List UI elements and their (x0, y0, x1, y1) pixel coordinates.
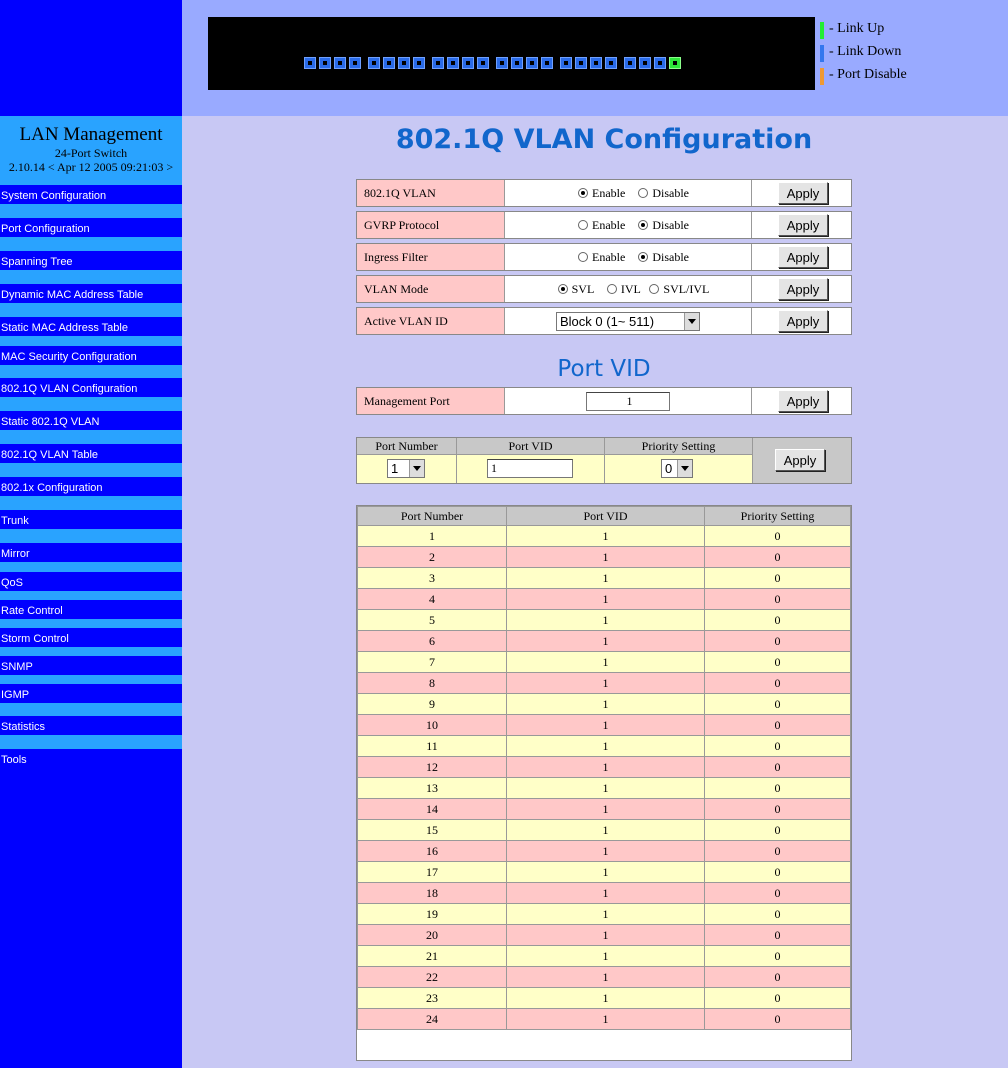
table-cell: 1 (358, 526, 507, 547)
table-row (358, 799, 851, 820)
sidebar-divider (0, 529, 182, 543)
sidebar-item-label: Statistics (1, 721, 46, 733)
table-cell: 0 (705, 652, 851, 673)
table-cell: 1 (507, 526, 705, 547)
table-row (358, 988, 851, 1009)
sidebar-item[interactable] (0, 548, 182, 562)
mode-svlivl-radio[interactable] (649, 284, 659, 294)
table-cell: 1 (507, 589, 705, 610)
table-row (358, 1009, 851, 1030)
table-cell: 20 (358, 925, 507, 946)
brand-box (0, 116, 182, 185)
table-cell: 1 (507, 631, 705, 652)
table-cell: 0 (705, 904, 851, 925)
sidebar-item-label: Static MAC Address Table (1, 322, 128, 334)
port-led-icon[interactable] (398, 57, 410, 69)
table-cell: 12 (358, 757, 507, 778)
table-cell: 0 (705, 757, 851, 778)
port-vid-input[interactable]: 1 (487, 459, 573, 478)
chevron-down-icon (677, 460, 692, 477)
brand-subtitle: 24-Port Switch (54, 146, 128, 160)
table-row (358, 946, 851, 967)
table-cell: 1 (507, 673, 705, 694)
table-cell: 0 (705, 820, 851, 841)
mode-ivl-radio[interactable] (607, 284, 617, 294)
sidebar-item[interactable] (0, 383, 182, 397)
table-row (358, 715, 851, 736)
ingress-disable-radio[interactable] (638, 252, 648, 262)
table-cell: 1 (507, 547, 705, 568)
sidebar-divider (0, 562, 182, 572)
table-cell: 1 (507, 715, 705, 736)
active-vlan-options (506, 308, 752, 334)
port-led-icon[interactable] (319, 57, 331, 69)
ingress-enable-label: Enable (592, 250, 626, 264)
table-cell: 0 (705, 862, 851, 883)
sidebar-item[interactable] (0, 223, 182, 237)
link-up-color-bar (820, 22, 824, 39)
table-cell: 7 (358, 652, 507, 673)
sidebar-item[interactable] (0, 289, 182, 303)
table-cell: 0 (705, 988, 851, 1009)
sidebar-item[interactable] (0, 515, 182, 529)
vlan-enable-row (356, 179, 852, 207)
port-led-icon[interactable] (304, 57, 316, 69)
sidebar-item[interactable] (0, 416, 182, 430)
table-row (358, 526, 851, 547)
gvrp-options (506, 212, 752, 238)
legend-port-disable-label: - Port Disable (829, 67, 907, 82)
port-led-icon[interactable] (477, 57, 489, 69)
vlan-enable-radio[interactable] (578, 188, 588, 198)
table-cell: 0 (705, 1009, 851, 1030)
table-row (358, 925, 851, 946)
table-cell: 17 (358, 862, 507, 883)
table-cell: 16 (358, 841, 507, 862)
table-cell: 11 (358, 736, 507, 757)
sidebar-divider (0, 237, 182, 251)
priority-setting-header: Priority Setting (605, 438, 753, 455)
table-cell: 0 (705, 610, 851, 631)
table-cell: 6 (358, 631, 507, 652)
mode-svl-label: SVL (571, 282, 594, 296)
table-cell: 1 (507, 694, 705, 715)
port-led-icon[interactable] (462, 57, 474, 69)
gvrp-row (356, 211, 852, 239)
port-disable-color-bar (820, 68, 824, 85)
sidebar-item-label: Rate Control (1, 605, 63, 617)
col-port-number: Port Number (358, 507, 507, 526)
mode-svlivl-label: SVL/IVL (663, 282, 710, 296)
vlan-mode-row (356, 275, 852, 303)
table-row (358, 757, 851, 778)
port-led-icon[interactable] (334, 57, 346, 69)
port-led-icon[interactable] (560, 57, 572, 69)
mode-apply-button[interactable]: Apply (778, 278, 828, 300)
port-vid-apply-cell (753, 438, 851, 483)
table-row (358, 610, 851, 631)
sidebar-divider (0, 735, 182, 749)
sidebar-item[interactable] (0, 190, 182, 204)
table-cell: 0 (705, 946, 851, 967)
sidebar-divider (0, 204, 182, 218)
sidebar-item[interactable] (0, 633, 182, 647)
vlan-options (506, 180, 752, 206)
table-cell: 1 (507, 799, 705, 820)
port-led-icon[interactable] (383, 57, 395, 69)
table-cell: 0 (705, 631, 851, 652)
table-cell: 0 (705, 568, 851, 589)
sidebar-item-label: SNMP (1, 661, 33, 673)
mode-apply-cell (752, 276, 851, 302)
sidebar-divider (0, 619, 182, 628)
table-row (358, 589, 851, 610)
table-body (358, 526, 851, 1030)
vlan-apply-button[interactable]: Apply (778, 182, 828, 204)
port-led-icon[interactable] (496, 57, 508, 69)
port-led-icon[interactable] (575, 57, 587, 69)
vlan-apply-cell (752, 180, 851, 206)
table-cell: 1 (507, 988, 705, 1009)
table-row (358, 862, 851, 883)
table-cell: 0 (705, 694, 851, 715)
mode-ivl-label: IVL (620, 282, 641, 296)
sidebar-divider (0, 591, 182, 600)
table-cell: 1 (507, 904, 705, 925)
management-port-label: Management Port (357, 388, 505, 414)
table-cell: 18 (358, 883, 507, 904)
table-cell: 4 (358, 589, 507, 610)
legend-link-down-label: - Link Down (829, 44, 902, 59)
sidebar-item[interactable] (0, 351, 182, 365)
port-led-icon[interactable] (639, 57, 651, 69)
table-header-row (358, 507, 851, 526)
port-number-header: Port Number (357, 438, 457, 455)
table-row (358, 841, 851, 862)
table-row (358, 967, 851, 988)
ingress-options (506, 244, 752, 270)
col-port-vid: Port VID (507, 507, 705, 526)
management-port-cell (506, 388, 752, 414)
table-row (358, 568, 851, 589)
ingress-row (356, 243, 852, 271)
table-cell: 1 (507, 778, 705, 799)
vlan-mode-options (506, 276, 752, 302)
sidebar-item-label: Trunk (1, 515, 29, 527)
table-row (358, 904, 851, 925)
port-number-cell (357, 455, 457, 483)
table-row (358, 631, 851, 652)
table-cell: 5 (358, 610, 507, 631)
table-cell: 1 (507, 883, 705, 904)
sidebar-item[interactable] (0, 322, 182, 336)
sidebar-item-label: Port Configuration (1, 223, 90, 235)
vlan-disable-radio[interactable] (638, 188, 648, 198)
port-number-select[interactable] (387, 459, 425, 478)
sidebar-item[interactable] (0, 482, 182, 496)
ingress-enable-radio[interactable] (578, 252, 588, 262)
table-cell: 13 (358, 778, 507, 799)
vlan-label: 802.1Q VLAN (357, 180, 505, 206)
chevron-down-icon (684, 313, 699, 330)
sidebar-item[interactable] (0, 661, 182, 675)
sidebar-divider (0, 647, 182, 656)
table-cell: 1 (507, 757, 705, 778)
table-cell: 0 (705, 778, 851, 799)
table-cell: 0 (705, 967, 851, 988)
table-row (358, 547, 851, 568)
table-cell: 19 (358, 904, 507, 925)
table-cell: 0 (705, 526, 851, 547)
table-row (358, 736, 851, 757)
table-cell: 3 (358, 568, 507, 589)
sidebar-divider (0, 336, 182, 346)
active-vlan-label: Active VLAN ID (357, 308, 505, 334)
switch-front-panel (208, 17, 815, 90)
sidebar-divider (0, 463, 182, 477)
active-vlan-select[interactable] (556, 312, 700, 331)
table-row (358, 778, 851, 799)
table-cell: 14 (358, 799, 507, 820)
table-cell: 0 (705, 883, 851, 904)
port-vid-form (356, 437, 852, 484)
management-port-apply-button[interactable]: Apply (778, 390, 828, 412)
table-cell: 0 (705, 673, 851, 694)
port-led-icon[interactable] (349, 57, 361, 69)
sidebar-item-label: QoS (1, 577, 24, 589)
port-led-icon[interactable] (624, 57, 636, 69)
port-vid-apply-button[interactable]: Apply (775, 449, 825, 471)
sidebar-divider (0, 703, 182, 716)
port-vid-header: Port VID (457, 438, 605, 455)
vlan-disable-label: Disable (652, 186, 689, 200)
ingress-disable-label: Disable (652, 250, 689, 264)
legend-link-up-label: - Link Up (829, 21, 885, 36)
sidebar-item[interactable] (0, 256, 182, 270)
gvrp-enable-label: Enable (592, 218, 626, 232)
table-cell: 9 (358, 694, 507, 715)
ingress-label: Ingress Filter (357, 244, 505, 270)
sidebar-divider (0, 270, 182, 284)
sidebar-item[interactable] (0, 605, 182, 619)
port-led-icon[interactable] (413, 57, 425, 69)
gvrp-disable-radio[interactable] (638, 220, 648, 230)
gvrp-apply-cell (752, 212, 851, 238)
sidebar-item[interactable] (0, 754, 182, 768)
port-led-icon[interactable] (432, 57, 444, 69)
port-led-icon[interactable] (526, 57, 538, 69)
chevron-down-icon (409, 460, 424, 477)
page-title: 802.1Q VLAN Configuration (395, 124, 813, 155)
sidebar-item-label: IGMP (1, 689, 30, 701)
sidebar-item-label: 802.1Q VLAN Table (1, 449, 99, 461)
sidebar-divider (0, 397, 182, 411)
port-vid-grid (357, 506, 851, 1030)
table-row (358, 694, 851, 715)
table-cell: 1 (507, 862, 705, 883)
sidebar-divider (0, 675, 182, 684)
port-led-icon[interactable] (605, 57, 617, 69)
mode-svl-radio[interactable] (558, 284, 568, 294)
ingress-apply-cell (752, 244, 851, 270)
table-cell: 24 (358, 1009, 507, 1030)
table-cell: 0 (705, 925, 851, 946)
table-cell: 1 (507, 610, 705, 631)
sidebar-divider (0, 496, 182, 510)
priority-value: 0 (665, 461, 673, 476)
active-vlan-apply-button[interactable]: Apply (778, 310, 828, 332)
mgmt-apply-cell (752, 388, 851, 414)
table-cell: 22 (358, 967, 507, 988)
port-led-icon[interactable] (654, 57, 666, 69)
priority-cell (605, 455, 753, 483)
table-cell: 0 (705, 736, 851, 757)
sidebar-divider (0, 430, 182, 444)
vlan-enable-label: Enable (592, 186, 626, 200)
table-row (358, 820, 851, 841)
gvrp-disable-label: Disable (652, 218, 689, 232)
table-cell: 1 (507, 736, 705, 757)
sidebar-divider (0, 303, 182, 317)
header (182, 0, 1008, 116)
active-vlan-row (356, 307, 852, 335)
table-cell: 0 (705, 799, 851, 820)
table-cell: 1 (507, 841, 705, 862)
table-cell: 15 (358, 820, 507, 841)
table-cell: 0 (705, 547, 851, 568)
sidebar-item-label: Mirror (1, 548, 30, 560)
sidebar-item-label: Tools (1, 754, 27, 766)
firmware-version: 2.10.14 < Apr 12 2005 09:21:03 > (8, 160, 174, 174)
sidebar-item-label: Dynamic MAC Address Table (1, 289, 144, 301)
table-cell: 21 (358, 946, 507, 967)
table-cell: 1 (507, 925, 705, 946)
sidebar-item-label: Spanning Tree (1, 256, 73, 268)
sidebar-item-label: Storm Control (1, 633, 69, 645)
table-cell: 0 (705, 715, 851, 736)
table-row (358, 883, 851, 904)
gvrp-apply-button[interactable]: Apply (778, 214, 828, 236)
table-cell: 1 (507, 568, 705, 589)
table-cell: 2 (358, 547, 507, 568)
gvrp-label: GVRP Protocol (357, 212, 505, 238)
sidebar-divider (0, 365, 182, 378)
sidebar-item[interactable] (0, 721, 182, 735)
table-row (358, 673, 851, 694)
port-led-icon[interactable] (511, 57, 523, 69)
port-number-value: 1 (391, 461, 399, 476)
port-vid-cell (457, 455, 605, 483)
port-led-icon[interactable] (669, 57, 681, 69)
sidebar-item[interactable] (0, 689, 182, 703)
port-led-icon[interactable] (590, 57, 602, 69)
port-led-icon[interactable] (541, 57, 553, 69)
sidebar-item[interactable] (0, 449, 182, 463)
table-cell: 10 (358, 715, 507, 736)
brand-title: LAN Management (19, 124, 163, 145)
table-cell: 1 (507, 1009, 705, 1030)
vlan-mode-label: VLAN Mode (357, 276, 505, 302)
port-vid-table (356, 505, 852, 1061)
sidebar-item-label: MAC Security Configuration (1, 351, 137, 363)
sidebar-item-label: Static 802.1Q VLAN (1, 416, 100, 428)
link-down-color-bar (820, 45, 824, 62)
table-cell: 23 (358, 988, 507, 1009)
ingress-apply-button[interactable]: Apply (778, 246, 828, 268)
active-apply-cell (752, 308, 851, 334)
port-led-icon[interactable] (368, 57, 380, 69)
management-port-row (356, 387, 852, 415)
sidebar-item-label: 802.1x Configuration (1, 482, 103, 494)
table-cell: 0 (705, 589, 851, 610)
table-cell: 1 (507, 967, 705, 988)
table-row (358, 652, 851, 673)
sidebar-item-label: 802.1Q VLAN Configuration (1, 383, 138, 395)
gvrp-enable-radio[interactable] (578, 220, 588, 230)
col-priority-setting: Priority Setting (705, 507, 851, 526)
management-port-input[interactable]: 1 (586, 392, 670, 411)
table-cell: 1 (507, 946, 705, 967)
port-vid-title: Port VID (557, 356, 651, 382)
table-cell: 1 (507, 820, 705, 841)
priority-select[interactable] (661, 459, 693, 478)
table-cell: 8 (358, 673, 507, 694)
port-led-icon[interactable] (447, 57, 459, 69)
table-cell: 1 (507, 652, 705, 673)
sidebar-item-label: System Configuration (1, 190, 107, 202)
active-vlan-value: Block 0 (1~ 511) (560, 314, 655, 329)
table-cell: 0 (705, 841, 851, 862)
sidebar-item[interactable] (0, 577, 182, 591)
